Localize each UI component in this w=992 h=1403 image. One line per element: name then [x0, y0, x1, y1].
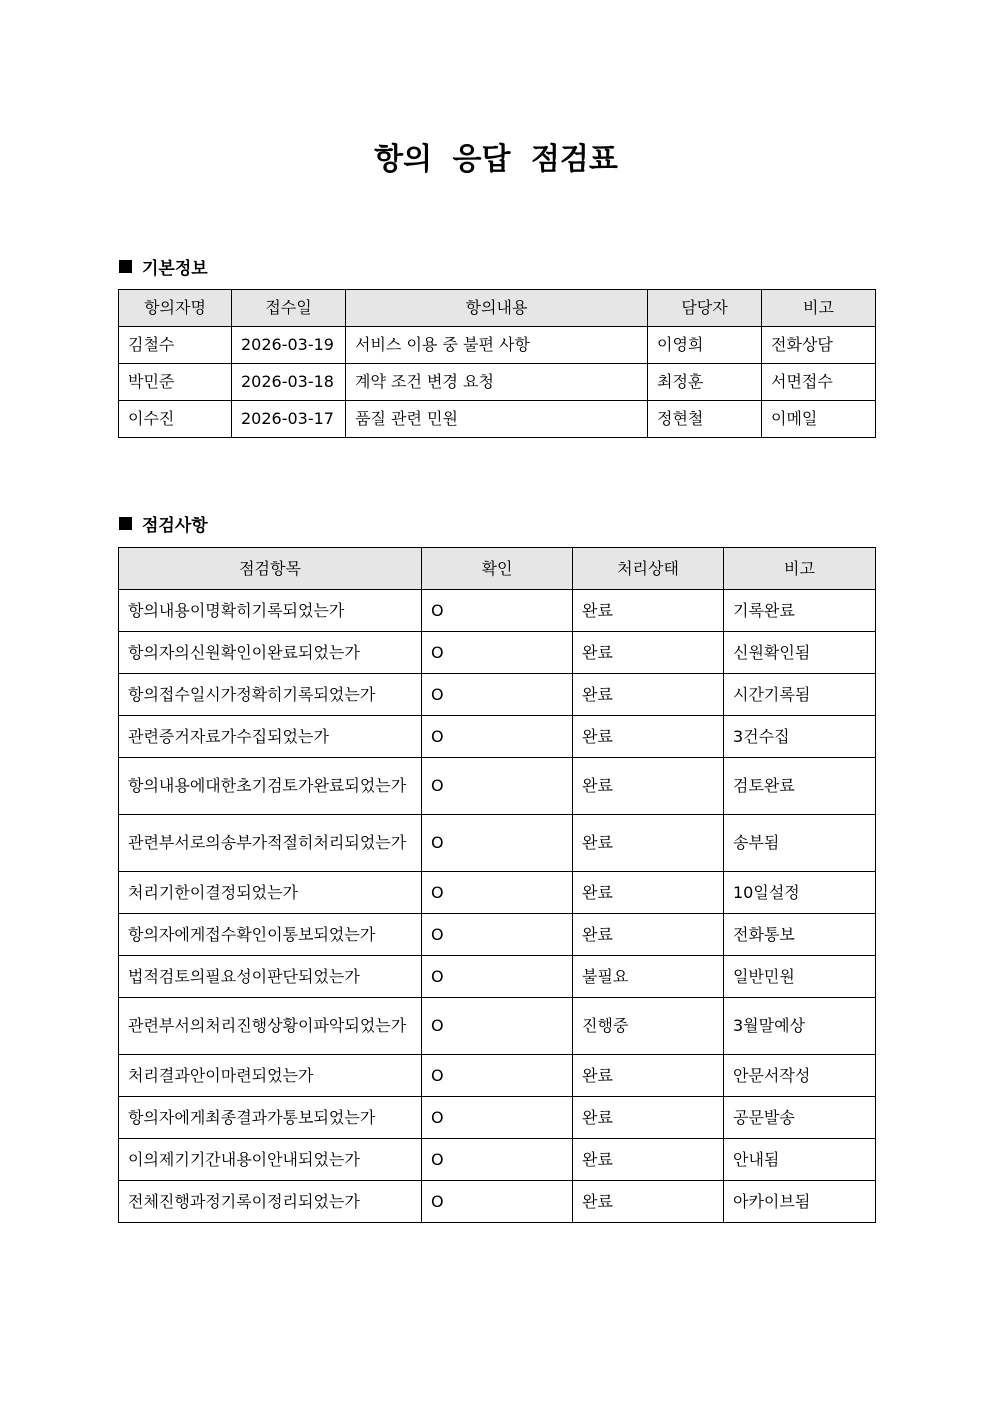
note-cell: 공문발송 — [724, 1097, 876, 1139]
table-row — [119, 872, 876, 914]
note-cell: 10일설정 — [724, 872, 876, 914]
table-row — [119, 401, 876, 438]
check-mark: O — [422, 914, 573, 956]
table-row — [119, 815, 876, 872]
note-cell: 송부됨 — [724, 815, 876, 872]
column-header: 비고 — [724, 548, 876, 590]
note-cell: 3월말예상 — [724, 998, 876, 1055]
note-cell: 안문서작성 — [724, 1055, 876, 1097]
table-row — [119, 1055, 876, 1097]
column-header: 담당자 — [648, 290, 762, 327]
table-row — [119, 590, 876, 632]
section-heading-check — [119, 511, 208, 536]
section-heading-basic-label: 기본정보 — [142, 259, 208, 279]
table-cell: 2026-03-17 — [232, 401, 346, 438]
checklist-table — [118, 547, 876, 1223]
note-cell: 3건수집 — [724, 716, 876, 758]
status-cell: 완료 — [573, 590, 724, 632]
table-cell: 서비스 이용 중 불편 사항 — [346, 327, 648, 364]
note-cell: 기록완료 — [724, 590, 876, 632]
table-row — [119, 758, 876, 815]
table-row — [119, 1097, 876, 1139]
status-cell: 완료 — [573, 872, 724, 914]
check-item: 관련부서로의송부가적절히처리되었는가 — [119, 815, 422, 872]
check-item: 처리결과안이마련되었는가 — [119, 1055, 422, 1097]
check-mark: O — [422, 1139, 573, 1181]
black-square-icon — [119, 517, 132, 530]
table-cell: 박민준 — [119, 364, 232, 401]
check-mark: O — [422, 716, 573, 758]
page-title: 항의 응답 점검표 — [374, 142, 618, 177]
column-header: 확인 — [422, 548, 573, 590]
check-item: 항의자에게접수확인이통보되었는가 — [119, 914, 422, 956]
check-item: 항의접수일시가정확히기록되었는가 — [119, 674, 422, 716]
check-mark: O — [422, 632, 573, 674]
column-header: 처리상태 — [573, 548, 724, 590]
status-cell: 진행중 — [573, 998, 724, 1055]
note-cell: 시간기록됨 — [724, 674, 876, 716]
check-item: 관련부서의처리진행상황이파악되었는가 — [119, 998, 422, 1055]
table-cell: 이메일 — [762, 401, 876, 438]
table-row — [119, 716, 876, 758]
table-row — [119, 327, 876, 364]
table-cell: 이수진 — [119, 401, 232, 438]
table-row — [119, 674, 876, 716]
table-row — [119, 998, 876, 1055]
column-header: 점검항목 — [119, 548, 422, 590]
check-mark: O — [422, 590, 573, 632]
check-item: 항의자에게최종결과가통보되었는가 — [119, 1097, 422, 1139]
status-cell: 완료 — [573, 1097, 724, 1139]
check-item: 이의제기기간내용이안내되었는가 — [119, 1139, 422, 1181]
note-cell: 전화통보 — [724, 914, 876, 956]
table-row — [119, 914, 876, 956]
check-mark: O — [422, 758, 573, 815]
table-row — [119, 1139, 876, 1181]
check-mark: O — [422, 1181, 573, 1223]
section-heading-check-label: 점검사항 — [142, 516, 208, 536]
table-cell: 전화상담 — [762, 327, 876, 364]
check-mark: O — [422, 674, 573, 716]
status-cell: 완료 — [573, 1181, 724, 1223]
note-cell: 검토완료 — [724, 758, 876, 815]
column-header: 항의내용 — [346, 290, 648, 327]
table-cell: 2026-03-18 — [232, 364, 346, 401]
note-cell: 신원확인됨 — [724, 632, 876, 674]
black-square-icon — [119, 260, 132, 273]
table-row — [119, 632, 876, 674]
check-mark: O — [422, 815, 573, 872]
table-row — [119, 364, 876, 401]
column-header: 접수일 — [232, 290, 346, 327]
table-cell: 최정훈 — [648, 364, 762, 401]
check-item: 처리기한이결정되었는가 — [119, 872, 422, 914]
table-header-row — [119, 290, 876, 327]
status-cell: 완료 — [573, 1055, 724, 1097]
status-cell: 완료 — [573, 716, 724, 758]
table-cell: 계약 조건 변경 요청 — [346, 364, 648, 401]
check-mark: O — [422, 1055, 573, 1097]
table-cell: 이영희 — [648, 327, 762, 364]
table-header-row — [119, 548, 876, 590]
check-item: 관련증거자료가수집되었는가 — [119, 716, 422, 758]
note-cell: 안내됨 — [724, 1139, 876, 1181]
table-cell: 김철수 — [119, 327, 232, 364]
check-item: 항의내용이명확히기록되었는가 — [119, 590, 422, 632]
column-header: 항의자명 — [119, 290, 232, 327]
column-header: 비고 — [762, 290, 876, 327]
table-row — [119, 1181, 876, 1223]
status-cell: 완료 — [573, 914, 724, 956]
check-item: 항의내용에대한초기검토가완료되었는가 — [119, 758, 422, 815]
table-cell: 정현철 — [648, 401, 762, 438]
status-cell: 불필요 — [573, 956, 724, 998]
table-cell: 품질 관련 민원 — [346, 401, 648, 438]
status-cell: 완료 — [573, 674, 724, 716]
status-cell: 완료 — [573, 758, 724, 815]
check-mark: O — [422, 1097, 573, 1139]
table-cell: 2026-03-19 — [232, 327, 346, 364]
check-mark: O — [422, 956, 573, 998]
status-cell: 완료 — [573, 632, 724, 674]
check-mark: O — [422, 872, 573, 914]
note-cell: 아카이브됨 — [724, 1181, 876, 1223]
table-cell: 서면접수 — [762, 364, 876, 401]
note-cell: 일반민원 — [724, 956, 876, 998]
check-item: 전체진행과정기록이정리되었는가 — [119, 1181, 422, 1223]
check-item: 항의자의신원확인이완료되었는가 — [119, 632, 422, 674]
check-item: 법적검토의필요성이판단되었는가 — [119, 956, 422, 998]
check-mark: O — [422, 998, 573, 1055]
status-cell: 완료 — [573, 1139, 724, 1181]
basic-info-table — [118, 289, 876, 438]
status-cell: 완료 — [573, 815, 724, 872]
section-heading-basic — [119, 254, 208, 279]
table-row — [119, 956, 876, 998]
